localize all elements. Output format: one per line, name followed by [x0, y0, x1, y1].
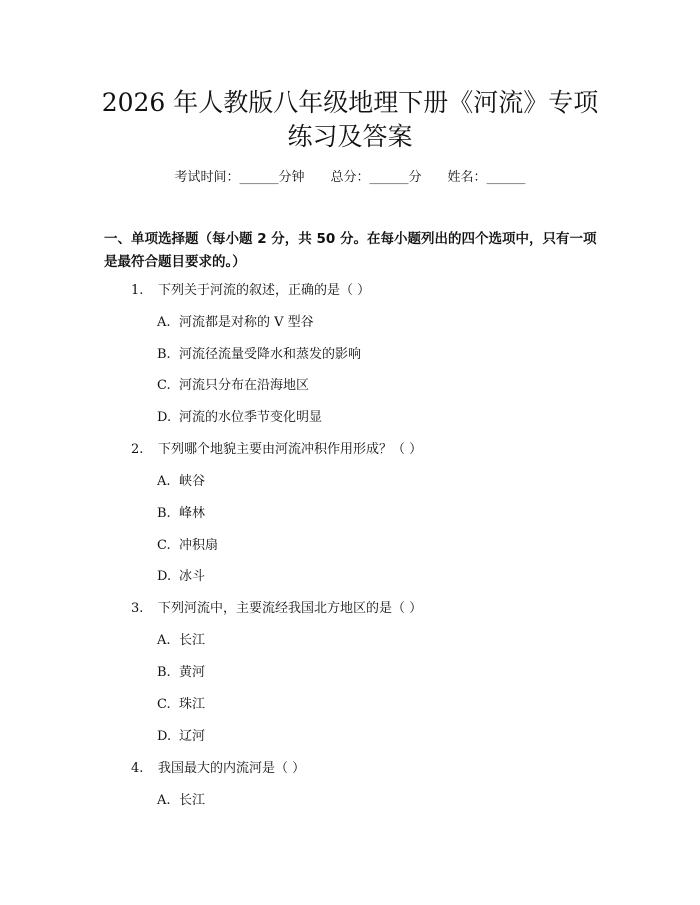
question-number: 3. — [131, 601, 144, 616]
exam-info-line — [0, 168, 700, 188]
document-title-line2: 练习及答案 — [287, 122, 413, 151]
option — [157, 727, 205, 747]
option-letter: A. — [157, 315, 171, 330]
option-letter: C. — [157, 538, 171, 553]
option-letter: A. — [157, 474, 171, 489]
option-letter: B. — [157, 506, 171, 521]
option — [157, 472, 205, 492]
option-text: 峰林 — [179, 506, 206, 521]
option-text: 河流都是对称的 V 型谷 — [179, 315, 314, 330]
option-letter: C. — [157, 697, 171, 712]
section-heading: 一、单项选择题（每小题 2 分，共 50 分。在每小题列出的四个选项中，只有一项是最符合题目要求的。） — [104, 231, 597, 270]
option-text: 长江 — [179, 793, 206, 808]
question-text: 我国最大的内流河是（ ） — [158, 761, 306, 776]
question-3 — [131, 599, 422, 619]
option-text: 辽河 — [179, 729, 206, 744]
option-text: 河流的水位季节变化明显 — [179, 410, 323, 425]
option — [157, 345, 361, 365]
option-text: 冰斗 — [179, 569, 206, 584]
option-letter: A. — [157, 793, 171, 808]
question-text: 下列哪个地貌主要由河流冲积作用形成？（ ） — [158, 442, 423, 457]
option — [157, 567, 205, 587]
option — [157, 536, 218, 556]
option-letter: D. — [157, 569, 172, 584]
question-1 — [131, 281, 370, 301]
question-4 — [131, 759, 305, 779]
option — [157, 408, 322, 428]
option-text: 黄河 — [179, 665, 206, 680]
question-number: 4. — [131, 761, 144, 776]
exam-time-field: 考试时间：______分钟 — [174, 170, 305, 185]
option — [157, 313, 314, 333]
option-text: 峡谷 — [179, 474, 206, 489]
option-text: 长江 — [179, 633, 206, 648]
option-text: 河流只分布在沿海地区 — [179, 378, 310, 393]
option — [157, 376, 309, 396]
option — [157, 504, 205, 524]
document-title-line1: 2026 年人教版八年级地理下册《河流》专项 — [101, 88, 599, 117]
option — [157, 695, 205, 715]
question-number: 2. — [131, 442, 144, 457]
option-text: 河流径流量受降水和蒸发的影响 — [179, 347, 362, 362]
option-letter: C. — [157, 378, 171, 393]
question-text: 下列关于河流的叙述，正确的是（ ） — [158, 283, 371, 298]
option — [157, 791, 205, 811]
option-letter: A. — [157, 633, 171, 648]
option — [157, 663, 205, 683]
option — [157, 631, 205, 651]
option-letter: D. — [157, 729, 172, 744]
option-letter: B. — [157, 665, 171, 680]
question-number: 1. — [131, 283, 144, 298]
total-score-field: 总分：______分 — [330, 170, 422, 185]
option-letter: D. — [157, 410, 172, 425]
question-text: 下列河流中，主要流经我国北方地区的是（ ） — [158, 601, 423, 616]
option-letter: B. — [157, 347, 171, 362]
question-2 — [131, 440, 422, 460]
option-text: 冲积扇 — [179, 538, 219, 553]
option-text: 珠江 — [179, 697, 206, 712]
name-field: 姓名：______ — [447, 170, 526, 185]
